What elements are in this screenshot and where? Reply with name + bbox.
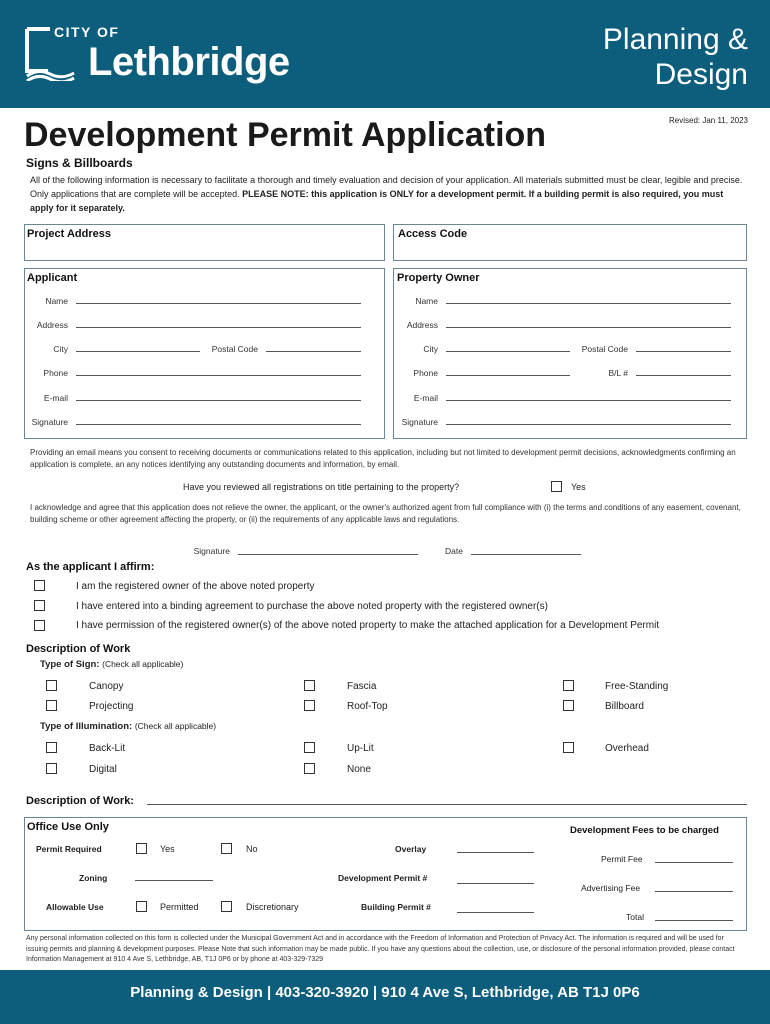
none-label: None xyxy=(347,764,371,775)
consent-signature-label: Signature xyxy=(193,546,230,556)
roof-top-checkbox[interactable] xyxy=(304,700,315,711)
none-checkbox[interactable] xyxy=(304,763,315,774)
owner-city-input[interactable] xyxy=(446,351,570,352)
registrations-yes-checkbox[interactable] xyxy=(551,481,562,492)
affirm-permission-checkbox[interactable] xyxy=(34,620,45,631)
office-use-heading: Office Use Only xyxy=(27,821,109,833)
applicant-phone-label: Phone xyxy=(43,368,68,378)
owner-address-input[interactable] xyxy=(446,327,731,328)
applicant-signature-input[interactable] xyxy=(76,424,361,425)
overhead-label: Overhead xyxy=(605,743,649,754)
form-subtitle: Signs & Billboards xyxy=(26,156,133,170)
building-permit-number-input[interactable] xyxy=(457,912,534,913)
project-address-field[interactable]: Project Address xyxy=(24,224,385,261)
privacy-notice: Any personal information collected on this form is collected under the Municipal Government Act and in accordance with the Freedom of Information and Protection of Privacy Act. The information is required and will be used for issuing permits and planning & development purposes. Please Note that such information may be made public. If you have any questions about the collection, use, or disclosure of the personal information provided, please contact Information Management at 910 4 Ave S, Lethbridge, AB, T1J 0P6 or by phone at 403-329-7329 xyxy=(26,935,735,963)
footer-contact: Planning & Design | 403-320-3920 | 910 4 Ave S, Lethbridge, AB T1J 0P6 xyxy=(130,984,640,1001)
owner-postal-input[interactable] xyxy=(636,351,731,352)
permit-required-no-label: No xyxy=(246,844,258,854)
canopy-checkbox[interactable] xyxy=(46,680,57,691)
advertising-fee-input[interactable] xyxy=(655,891,733,892)
property-owner-heading: Property Owner xyxy=(397,272,480,284)
form-title: Development Permit Application xyxy=(24,116,547,154)
billboard-checkbox[interactable] xyxy=(563,700,574,711)
discretionary-label: Discretionary xyxy=(246,902,299,912)
projecting-checkbox[interactable] xyxy=(46,700,57,711)
owner-signature-input[interactable] xyxy=(446,424,731,425)
applicant-email-label: E-mail xyxy=(43,393,68,403)
projecting-label: Projecting xyxy=(89,701,134,712)
applicant-address-input[interactable] xyxy=(76,327,361,328)
affirm-item: I have permission of the registered owner(s) of the above noted property to make the attached application for a Development Permit xyxy=(76,620,660,631)
applicant-postal-label: Postal Code xyxy=(211,344,258,354)
free-standing-checkbox[interactable] xyxy=(563,680,574,691)
registrations-yes-label: Yes xyxy=(571,482,586,492)
fees-heading: Development Fees to be charged xyxy=(570,825,719,836)
owner-signature-label: Signature xyxy=(401,417,438,427)
affirm-heading: As the applicant I affirm: xyxy=(26,561,155,573)
canopy-label: Canopy xyxy=(89,681,124,692)
permitted-label: Permitted xyxy=(160,902,199,912)
billboard-label: Billboard xyxy=(605,701,644,712)
permitted-checkbox[interactable] xyxy=(136,901,147,912)
affirm-owner-checkbox[interactable] xyxy=(34,580,45,591)
registrations-question: Have you reviewed all registrations on title pertaining to the property? xyxy=(183,482,460,492)
applicant-signature-label: Signature xyxy=(31,417,68,427)
owner-email-label: E-mail xyxy=(413,393,438,403)
sign-type-heading: Type of Sign: (Check all applicable) xyxy=(40,659,184,670)
owner-phone-input[interactable] xyxy=(446,375,570,376)
permit-fee-label: Permit Fee xyxy=(601,854,643,864)
up-lit-label: Up-Lit xyxy=(347,743,374,754)
permit-required-label: Permit Required xyxy=(36,844,102,854)
advertising-fee-label: Advertising Fee xyxy=(581,883,641,893)
consent-date-input[interactable] xyxy=(471,554,581,555)
owner-name-label: Name xyxy=(415,296,438,306)
department-title: Planning & Design xyxy=(602,23,748,91)
description-heading: Description of Work xyxy=(26,643,131,655)
intro-paragraph: All of the following information is necessary to facilitate a thorough and timely evaluation and decision of your application. All materials submitted must be clear, legible and precise. Only applications that are complete will be accepted. PLEASE NOTE: this application is ONLY for a development permit. If a building permit is also required, you must apply for it separately. xyxy=(30,175,743,213)
applicant-city-label: City xyxy=(53,344,68,354)
applicant-heading: Applicant xyxy=(27,272,78,284)
consent-date-label: Date xyxy=(445,546,463,556)
owner-bl-input[interactable] xyxy=(636,375,731,376)
logo-name-text: Lethbridge xyxy=(88,40,290,84)
owner-address-label: Address xyxy=(406,320,438,330)
permit-required-yes-label: Yes xyxy=(160,844,175,854)
illumination-heading: Type of Illumination: (Check all applicable) xyxy=(40,721,217,732)
fascia-label: Fascia xyxy=(347,681,377,692)
applicant-name-label: Name xyxy=(45,296,68,306)
acknowledgement-text: I acknowledge and agree that this application does not relieve the owner, the applicant, or the owner's authorized agent from full compliance with (i) the terms and conditions of any easement, covenant, building scheme or other agreement affecting the property, or (ii) the requirements of any applicable laws and regulations. xyxy=(30,503,741,524)
owner-city-label: City xyxy=(423,344,438,354)
allowable-use-label: Allowable Use xyxy=(46,902,104,912)
discretionary-checkbox[interactable] xyxy=(221,901,232,912)
free-standing-label: Free-Standing xyxy=(605,681,669,692)
consent-signature-input[interactable] xyxy=(238,554,418,555)
description-of-work-input[interactable] xyxy=(147,804,747,805)
access-code-field[interactable]: Access Code xyxy=(393,224,747,261)
revised-date: Revised: Jan 11, 2023 xyxy=(668,116,748,125)
logo-city-text: CITY OF xyxy=(54,24,120,40)
back-lit-checkbox[interactable] xyxy=(46,742,57,753)
applicant-postal-input[interactable] xyxy=(266,351,361,352)
owner-bl-label: B/L # xyxy=(608,368,628,378)
zoning-input[interactable] xyxy=(135,880,213,881)
applicant-name-input[interactable] xyxy=(76,303,361,304)
applicant-address-label: Address xyxy=(36,320,68,330)
fascia-checkbox[interactable] xyxy=(304,680,315,691)
overlay-label: Overlay xyxy=(395,844,427,854)
permit-required-yes-checkbox[interactable] xyxy=(136,843,147,854)
digital-checkbox[interactable] xyxy=(46,763,57,774)
total-input[interactable] xyxy=(655,920,733,921)
total-label: Total xyxy=(626,912,644,922)
applicant-phone-input[interactable] xyxy=(76,375,361,376)
up-lit-checkbox[interactable] xyxy=(304,742,315,753)
overlay-input[interactable] xyxy=(457,852,534,853)
permit-fee-input[interactable] xyxy=(655,862,733,863)
zoning-label: Zoning xyxy=(79,873,108,883)
owner-name-input[interactable] xyxy=(446,303,731,304)
applicant-city-input[interactable] xyxy=(76,351,200,352)
development-permit-number-label: Development Permit # xyxy=(338,873,428,883)
applicant-email-input[interactable] xyxy=(76,400,361,401)
building-permit-number-label: Building Permit # xyxy=(361,902,431,912)
owner-phone-label: Phone xyxy=(413,368,438,378)
affirm-purchase-checkbox[interactable] xyxy=(34,600,45,611)
roof-top-label: Roof-Top xyxy=(347,701,388,712)
overhead-checkbox[interactable] xyxy=(563,742,574,753)
owner-postal-label: Postal Code xyxy=(581,344,628,354)
description-of-work-label: Description of Work: xyxy=(26,795,134,807)
development-permit-number-input[interactable] xyxy=(457,883,534,884)
email-consent-notice: Providing an email means you consent to receiving documents or communications related to this application, including but not limited to development permit decisions, acknowledgments confirming an application is complete, an any notices identifying any outstanding documents and information, by email. xyxy=(30,448,736,469)
back-lit-label: Back-Lit xyxy=(89,743,126,754)
owner-email-input[interactable] xyxy=(446,400,731,401)
permit-required-no-checkbox[interactable] xyxy=(221,843,232,854)
affirm-item: I have entered into a binding agreement to purchase the above noted property with the registered owner(s) xyxy=(76,601,548,612)
digital-label: Digital xyxy=(89,764,117,775)
affirm-item: I am the registered owner of the above noted property xyxy=(76,581,315,592)
